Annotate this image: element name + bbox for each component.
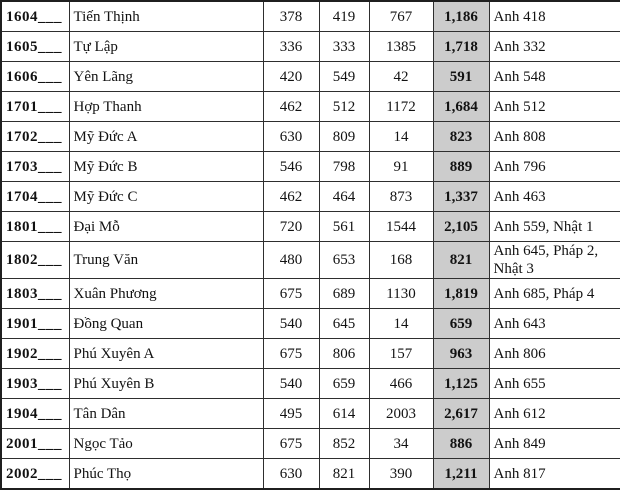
total-cell: 1,337 bbox=[433, 182, 489, 212]
school-name-cell: Phú Xuyên A bbox=[69, 339, 263, 369]
code-cell: 1702___ bbox=[1, 122, 69, 152]
total-cell: 2,105 bbox=[433, 212, 489, 242]
language-score-cell: Anh 849 bbox=[489, 429, 620, 459]
count-3-cell: 2003 bbox=[369, 399, 433, 429]
count-1-cell: 480 bbox=[263, 242, 319, 279]
count-1-cell: 675 bbox=[263, 339, 319, 369]
school-name-cell: Tiến Thịnh bbox=[69, 1, 263, 32]
count-3-cell: 873 bbox=[369, 182, 433, 212]
count-2-cell: 821 bbox=[319, 459, 369, 490]
scores-table-body bbox=[1, 1, 620, 489]
code-cell: 1606___ bbox=[1, 62, 69, 92]
school-name-cell: Mỹ Đức C bbox=[69, 182, 263, 212]
count-1-cell: 420 bbox=[263, 62, 319, 92]
count-1-cell: 540 bbox=[263, 309, 319, 339]
table-row bbox=[1, 339, 620, 369]
total-cell: 963 bbox=[433, 339, 489, 369]
code-cell: 1903___ bbox=[1, 369, 69, 399]
count-2-cell: 809 bbox=[319, 122, 369, 152]
count-1-cell: 540 bbox=[263, 369, 319, 399]
count-1-cell: 378 bbox=[263, 1, 319, 32]
code-cell: 1703___ bbox=[1, 152, 69, 182]
total-cell: 659 bbox=[433, 309, 489, 339]
school-name-cell: Mỹ Đức B bbox=[69, 152, 263, 182]
total-cell: 1,819 bbox=[433, 279, 489, 309]
count-2-cell: 419 bbox=[319, 1, 369, 32]
count-2-cell: 549 bbox=[319, 62, 369, 92]
language-score-cell: Anh 463 bbox=[489, 182, 620, 212]
count-3-cell: 1544 bbox=[369, 212, 433, 242]
count-2-cell: 653 bbox=[319, 242, 369, 279]
total-cell: 823 bbox=[433, 122, 489, 152]
total-cell: 821 bbox=[433, 242, 489, 279]
table-row bbox=[1, 279, 620, 309]
count-2-cell: 464 bbox=[319, 182, 369, 212]
code-cell: 1802___ bbox=[1, 242, 69, 279]
count-2-cell: 689 bbox=[319, 279, 369, 309]
table-row bbox=[1, 309, 620, 339]
code-cell: 1704___ bbox=[1, 182, 69, 212]
count-2-cell: 512 bbox=[319, 92, 369, 122]
total-cell: 886 bbox=[433, 429, 489, 459]
code-cell: 1902___ bbox=[1, 339, 69, 369]
total-cell: 1,125 bbox=[433, 369, 489, 399]
table-row bbox=[1, 242, 620, 279]
school-name-cell: Tự Lập bbox=[69, 32, 263, 62]
count-1-cell: 630 bbox=[263, 122, 319, 152]
code-cell: 1605___ bbox=[1, 32, 69, 62]
count-3-cell: 14 bbox=[369, 309, 433, 339]
code-cell: 2001___ bbox=[1, 429, 69, 459]
school-name-cell: Ngọc Tảo bbox=[69, 429, 263, 459]
table-row bbox=[1, 182, 620, 212]
code-cell: 1904___ bbox=[1, 399, 69, 429]
language-score-cell: Anh 332 bbox=[489, 32, 620, 62]
table-row bbox=[1, 1, 620, 32]
table-row bbox=[1, 369, 620, 399]
count-2-cell: 806 bbox=[319, 339, 369, 369]
count-3-cell: 390 bbox=[369, 459, 433, 490]
school-name-cell: Phúc Thọ bbox=[69, 459, 263, 490]
count-1-cell: 495 bbox=[263, 399, 319, 429]
table-row bbox=[1, 459, 620, 490]
school-name-cell: Xuân Phương bbox=[69, 279, 263, 309]
code-cell: 1604___ bbox=[1, 1, 69, 32]
count-1-cell: 675 bbox=[263, 429, 319, 459]
code-cell: 1901___ bbox=[1, 309, 69, 339]
school-name-cell: Yên Lãng bbox=[69, 62, 263, 92]
total-cell: 2,617 bbox=[433, 399, 489, 429]
count-3-cell: 168 bbox=[369, 242, 433, 279]
total-cell: 1,186 bbox=[433, 1, 489, 32]
count-2-cell: 659 bbox=[319, 369, 369, 399]
count-3-cell: 34 bbox=[369, 429, 433, 459]
count-2-cell: 798 bbox=[319, 152, 369, 182]
count-3-cell: 42 bbox=[369, 62, 433, 92]
language-score-cell: Anh 418 bbox=[489, 1, 620, 32]
count-3-cell: 1172 bbox=[369, 92, 433, 122]
table-row bbox=[1, 32, 620, 62]
table-row bbox=[1, 122, 620, 152]
table-row bbox=[1, 212, 620, 242]
total-cell: 1,211 bbox=[433, 459, 489, 490]
language-score-cell: Anh 655 bbox=[489, 369, 620, 399]
count-3-cell: 91 bbox=[369, 152, 433, 182]
school-name-cell: Đại Mỗ bbox=[69, 212, 263, 242]
count-3-cell: 1130 bbox=[369, 279, 433, 309]
code-cell: 1701___ bbox=[1, 92, 69, 122]
count-2-cell: 645 bbox=[319, 309, 369, 339]
count-2-cell: 333 bbox=[319, 32, 369, 62]
count-1-cell: 630 bbox=[263, 459, 319, 490]
language-score-cell: Anh 612 bbox=[489, 399, 620, 429]
count-1-cell: 720 bbox=[263, 212, 319, 242]
count-2-cell: 561 bbox=[319, 212, 369, 242]
count-3-cell: 157 bbox=[369, 339, 433, 369]
count-3-cell: 1385 bbox=[369, 32, 433, 62]
code-cell: 1801___ bbox=[1, 212, 69, 242]
table-row bbox=[1, 429, 620, 459]
language-score-cell: Anh 796 bbox=[489, 152, 620, 182]
count-1-cell: 675 bbox=[263, 279, 319, 309]
language-score-cell: Anh 643 bbox=[489, 309, 620, 339]
count-1-cell: 462 bbox=[263, 182, 319, 212]
table-row bbox=[1, 399, 620, 429]
school-name-cell: Tân Dân bbox=[69, 399, 263, 429]
count-2-cell: 852 bbox=[319, 429, 369, 459]
code-cell: 1803___ bbox=[1, 279, 69, 309]
school-name-cell: Hợp Thanh bbox=[69, 92, 263, 122]
language-score-cell: Anh 548 bbox=[489, 62, 620, 92]
code-cell: 2002___ bbox=[1, 459, 69, 490]
language-score-cell: Anh 817 bbox=[489, 459, 620, 490]
language-score-cell: Anh 512 bbox=[489, 92, 620, 122]
language-score-cell: Anh 808 bbox=[489, 122, 620, 152]
table-row bbox=[1, 92, 620, 122]
count-3-cell: 466 bbox=[369, 369, 433, 399]
total-cell: 1,684 bbox=[433, 92, 489, 122]
total-cell: 591 bbox=[433, 62, 489, 92]
school-name-cell: Phú Xuyên B bbox=[69, 369, 263, 399]
count-1-cell: 546 bbox=[263, 152, 319, 182]
school-name-cell: Trung Văn bbox=[69, 242, 263, 279]
table-row bbox=[1, 152, 620, 182]
table-row bbox=[1, 62, 620, 92]
school-name-cell: Mỹ Đức A bbox=[69, 122, 263, 152]
language-score-cell: Anh 685, Pháp 4 bbox=[489, 279, 620, 309]
count-2-cell: 614 bbox=[319, 399, 369, 429]
school-name-cell: Đồng Quan bbox=[69, 309, 263, 339]
total-cell: 1,718 bbox=[433, 32, 489, 62]
count-3-cell: 767 bbox=[369, 1, 433, 32]
language-score-cell: Anh 806 bbox=[489, 339, 620, 369]
count-1-cell: 336 bbox=[263, 32, 319, 62]
total-cell: 889 bbox=[433, 152, 489, 182]
count-3-cell: 14 bbox=[369, 122, 433, 152]
language-score-cell: Anh 645, Pháp 2, Nhật 3 bbox=[489, 242, 620, 279]
count-1-cell: 462 bbox=[263, 92, 319, 122]
language-score-cell: Anh 559, Nhật 1 bbox=[489, 212, 620, 242]
